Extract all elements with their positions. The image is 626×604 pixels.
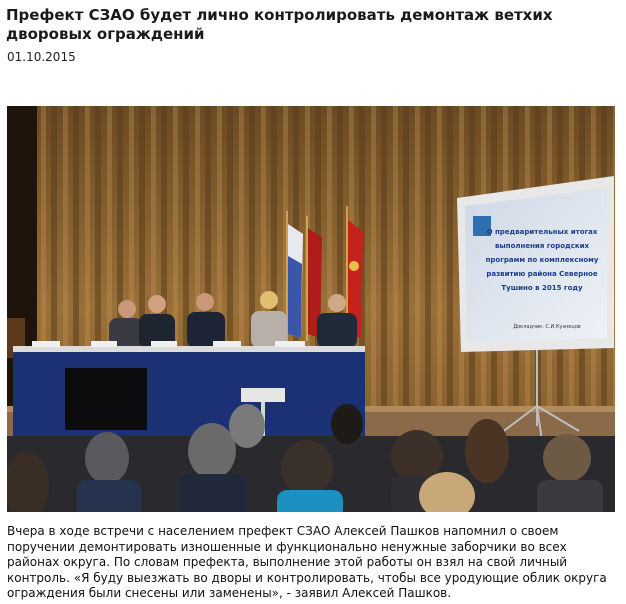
meeting-photo	[7, 106, 615, 512]
projector	[241, 388, 285, 402]
table-top	[13, 346, 365, 352]
article-photo	[7, 106, 615, 512]
screen-line-2: выполнения городских	[494, 242, 590, 250]
screen-line-4: развитию района Северное	[486, 270, 598, 278]
article-date: 01.10.2015	[7, 50, 76, 64]
screen-line-1: О предварительных итогах	[486, 228, 598, 236]
monitor	[65, 368, 147, 430]
screen-line-5: Тушино в 2015 году	[501, 284, 583, 292]
article-body: Вчера в ходе встречи с населением префект СЗАО Алексей Пашков напомнил о своем поручении демонтировать изношенные и функционально ненужные заборчики во всех районах округа. По словам префекта, выполнение этой работы он взял на свой личный контроль. «Я буду выезжать во дворы и контролировать, чтобы все уродующие облик округа ограждения были снесены или заменены», - заявил Алексей Пашков.	[7, 524, 607, 600]
article-title: Префект СЗАО будет лично контролировать демонтаж ветхих дворовых ограждений	[6, 6, 553, 43]
screen-speaker: Докладчик: С.И.Кузнецов	[513, 324, 581, 330]
screen-line-3: программ по комплексному	[485, 256, 599, 264]
